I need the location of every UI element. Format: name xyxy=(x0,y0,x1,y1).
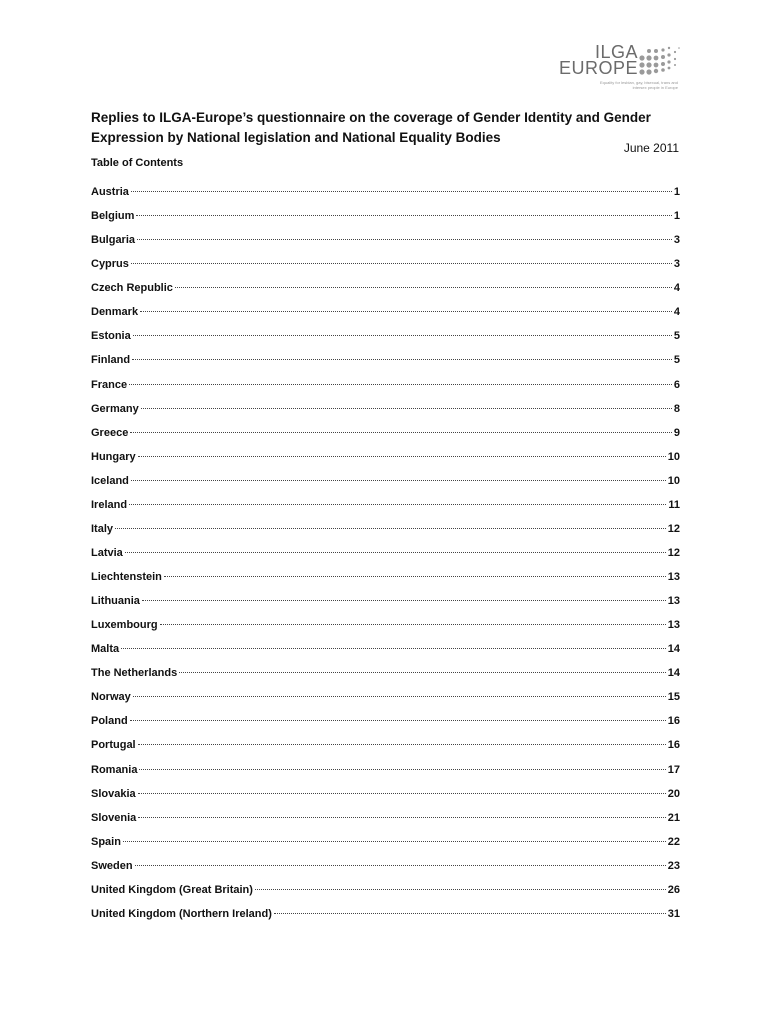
toc-entry[interactable] xyxy=(91,258,680,282)
toc-entry-page[interactable]: 13 xyxy=(667,595,680,608)
toc-entry-name[interactable]: Czech Republic xyxy=(91,282,173,295)
toc-entry-page[interactable]: 12 xyxy=(667,522,680,535)
toc-dot-leader xyxy=(138,793,666,794)
toc-entry[interactable] xyxy=(91,619,680,643)
toc-dot-leader xyxy=(130,432,672,433)
toc-entry-name[interactable]: Denmark xyxy=(91,306,139,319)
toc-entry-page[interactable]: 26 xyxy=(667,883,680,896)
toc-entry-page[interactable]: 13 xyxy=(667,619,680,632)
logo-dots-icon xyxy=(638,44,682,80)
logo-tagline: Equality for lesbian, gay, bisexual, trans and intersex people in Europe xyxy=(600,80,678,90)
toc-entry-page[interactable]: 15 xyxy=(667,691,680,704)
toc-dot-leader xyxy=(131,191,672,192)
toc-dot-leader xyxy=(160,624,666,625)
toc-entry-name[interactable]: Hungary xyxy=(91,450,136,463)
toc-entry[interactable] xyxy=(91,354,680,378)
toc-entry-name[interactable]: Austria xyxy=(91,186,129,198)
toc-entry-name[interactable]: United Kingdom (Northern Ireland) xyxy=(91,907,272,920)
toc-dot-leader xyxy=(133,335,672,336)
logo-text-ilga: ILGA xyxy=(594,42,638,62)
toc-entry-page[interactable]: 13 xyxy=(667,571,680,583)
toc-entry[interactable] xyxy=(91,379,680,403)
toc-entry[interactable] xyxy=(91,764,680,788)
toc-entry[interactable] xyxy=(91,499,680,523)
toc-dot-leader xyxy=(123,841,666,842)
logo-text-europe: EUROPE xyxy=(558,58,638,78)
toc-entry[interactable] xyxy=(91,210,680,234)
toc-dot-leader xyxy=(131,480,666,481)
toc-entry[interactable] xyxy=(91,475,680,499)
toc-entry-name[interactable]: Cyprus xyxy=(91,258,129,271)
toc-dot-leader xyxy=(175,287,672,288)
toc-entry-name[interactable]: The Netherlands xyxy=(91,667,178,680)
toc-entry-page[interactable]: 20 xyxy=(667,787,680,800)
toc-entry-name[interactable]: Poland xyxy=(91,715,128,728)
toc-entry-page[interactable]: 1 xyxy=(673,186,680,198)
toc-entry-name[interactable]: United Kingdom (Great Britain) xyxy=(91,883,253,896)
toc-entry-page[interactable]: 22 xyxy=(667,835,680,848)
toc-dot-leader xyxy=(179,672,666,673)
toc-entry-page[interactable]: 3 xyxy=(673,258,680,271)
toc-entry[interactable] xyxy=(91,427,680,451)
toc-entry-name[interactable]: Luxembourg xyxy=(91,619,158,632)
toc-dot-leader xyxy=(138,456,666,457)
toc-dot-leader xyxy=(129,384,672,385)
toc-dot-leader xyxy=(131,263,672,264)
toc-entry-name[interactable]: Estonia xyxy=(91,330,131,343)
toc-dot-leader xyxy=(141,408,672,409)
toc-entry-page[interactable]: 5 xyxy=(673,354,680,367)
toc-entry-page[interactable]: 11 xyxy=(668,498,680,511)
toc-dot-leader xyxy=(135,865,666,866)
toc-entry[interactable] xyxy=(91,908,680,932)
toc-entry-page[interactable]: 12 xyxy=(667,546,680,559)
toc-entry-page[interactable]: 16 xyxy=(667,739,680,752)
toc-entry-page[interactable]: 14 xyxy=(667,643,680,656)
toc-entry[interactable] xyxy=(91,739,680,763)
toc-entry[interactable] xyxy=(91,860,680,884)
toc-entry-name[interactable]: France xyxy=(91,378,128,391)
toc-entry[interactable] xyxy=(91,884,680,908)
toc-dot-leader xyxy=(139,769,665,770)
toc-entry[interactable] xyxy=(91,306,680,330)
toc-dot-leader xyxy=(255,889,666,890)
toc-heading: Table of Contents xyxy=(91,157,184,169)
toc-entry[interactable] xyxy=(91,571,680,595)
toc-entry-page[interactable]: 9 xyxy=(673,426,680,439)
toc-entry[interactable] xyxy=(91,451,680,475)
toc-entry-page[interactable]: 4 xyxy=(673,282,680,295)
toc-entry[interactable] xyxy=(91,667,680,691)
toc-entry-name[interactable]: Ireland xyxy=(91,498,128,511)
toc-entry-name[interactable]: Finland xyxy=(91,354,131,367)
toc-dot-leader xyxy=(125,552,666,553)
toc-dot-leader xyxy=(133,696,666,697)
toc-entry[interactable] xyxy=(91,330,680,354)
toc-entry-page[interactable]: 4 xyxy=(673,306,680,319)
toc-entry-name[interactable]: Sweden xyxy=(91,859,133,872)
toc-entry-page[interactable]: 16 xyxy=(667,715,680,728)
toc-entry-name[interactable]: Greece xyxy=(91,426,129,439)
toc-entry-name[interactable]: Bulgaria xyxy=(91,234,136,247)
toc-entry[interactable] xyxy=(91,836,680,860)
toc-entry[interactable] xyxy=(91,812,680,836)
toc-entry[interactable] xyxy=(91,788,680,812)
toc-entry[interactable] xyxy=(91,234,680,258)
toc-dot-leader xyxy=(121,648,666,649)
toc-entry-page[interactable]: 3 xyxy=(673,234,680,247)
toc-dot-leader xyxy=(142,600,666,601)
ilga-europe-logo xyxy=(558,42,686,102)
toc-entry-page[interactable]: 23 xyxy=(667,859,680,872)
toc-entry[interactable] xyxy=(91,547,680,571)
toc-entry-page[interactable]: 31 xyxy=(667,907,680,920)
toc-entry-page[interactable]: 1 xyxy=(673,210,680,223)
toc-entry-name[interactable]: Germany xyxy=(91,402,139,415)
toc-dot-leader xyxy=(130,720,666,721)
toc-dot-leader xyxy=(138,744,666,745)
toc-entry[interactable] xyxy=(91,691,680,715)
toc-dot-leader xyxy=(115,528,666,529)
toc-entry[interactable] xyxy=(91,715,680,739)
toc-entry[interactable] xyxy=(91,403,680,427)
toc-entry-name[interactable]: Lithuania xyxy=(91,595,140,608)
document-date: June 2011 xyxy=(623,141,679,155)
toc-entry-page[interactable]: 5 xyxy=(673,330,680,343)
toc-dot-leader xyxy=(140,311,672,312)
toc-entry-name[interactable]: Norway xyxy=(91,691,131,704)
toc-entry-page[interactable]: 8 xyxy=(673,402,680,415)
toc-entry-name[interactable]: Liechtenstein xyxy=(91,571,162,583)
toc-dot-leader xyxy=(132,359,672,360)
toc-entry-page[interactable]: 6 xyxy=(673,378,680,391)
toc-dot-leader xyxy=(164,576,666,577)
toc-dot-leader xyxy=(129,504,666,505)
toc-dot-leader xyxy=(274,913,666,914)
toc-entry-name[interactable]: Malta xyxy=(91,643,120,656)
toc-dot-leader xyxy=(138,817,666,818)
toc-entry[interactable] xyxy=(91,643,680,667)
toc-entry-name[interactable]: Italy xyxy=(91,522,114,535)
toc-entry-page[interactable]: 10 xyxy=(667,474,680,487)
toc-entry-name[interactable]: Latvia xyxy=(91,546,123,559)
toc-dot-leader xyxy=(136,215,671,216)
toc-entry-name[interactable]: Portugal xyxy=(91,739,136,752)
toc-entry-name[interactable]: Belgium xyxy=(91,210,135,223)
toc-entry-page[interactable]: 10 xyxy=(667,450,680,463)
toc-entry[interactable] xyxy=(91,282,680,306)
table-of-contents xyxy=(91,186,680,932)
toc-entry-name[interactable]: Iceland xyxy=(91,474,129,487)
toc-entry-name[interactable]: Slovenia xyxy=(91,811,137,824)
toc-entry-page[interactable]: 17 xyxy=(667,763,680,776)
toc-entry[interactable] xyxy=(91,523,680,547)
toc-entry[interactable] xyxy=(91,186,680,210)
document-title: Replies to ILGA-Europe’s questionnaire on the coverage of Gender Identity and Gender Expression by National legislation and National Equality Bodies xyxy=(91,110,651,145)
toc-entry-name[interactable]: Spain xyxy=(91,835,121,848)
toc-entry-name[interactable]: Slovakia xyxy=(91,787,136,800)
toc-dot-leader xyxy=(137,239,672,240)
toc-entry[interactable] xyxy=(91,595,680,619)
toc-entry-page[interactable]: 14 xyxy=(667,667,680,680)
toc-entry-name[interactable]: Romania xyxy=(91,763,138,776)
toc-entry-page[interactable]: 21 xyxy=(667,811,680,824)
